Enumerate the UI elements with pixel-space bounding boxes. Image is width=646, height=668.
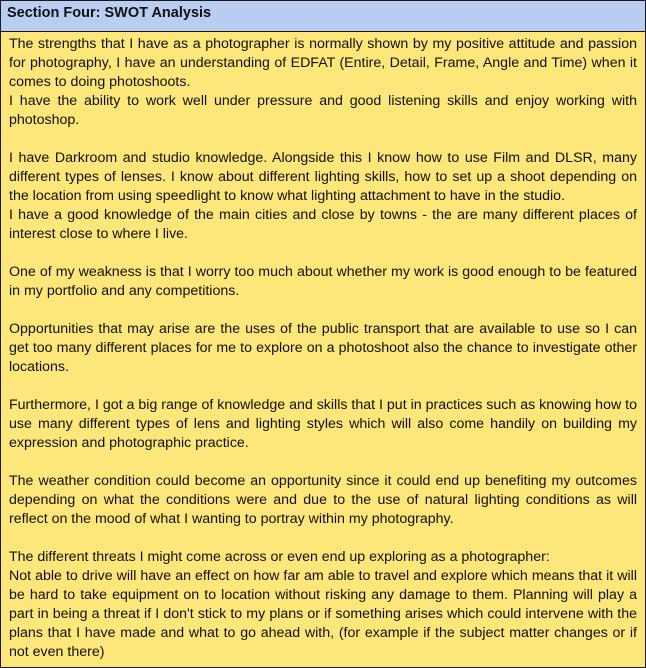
spacer xyxy=(9,529,637,548)
spacer xyxy=(9,301,637,320)
section-title: Section Four: SWOT Analysis xyxy=(1,1,645,32)
strengths-paragraph: The strengths that I have as a photographer is normally shown by my positive attitude and passion for photography, I have an understanding of EDFAT (Entire, Detail, Frame, Angle and Time) when it comes to doing photoshoots. xyxy=(9,36,637,90)
spacer xyxy=(9,377,637,396)
skills-range-paragraph: Furthermore, I got a big range of knowledge and skills that I put in practices such as knowing how to use many different types of lens and lighting styles which will also come handily on building my expression and photographic practice. xyxy=(9,397,637,451)
threats-intro-paragraph: The different threats I might come across or even end up exploring as a photographer: xyxy=(9,549,550,565)
threats-paragraph: Not able to drive will have an effect on how far am able to travel and explore which means that it will be hard to take equipment on to location without risking any damage to them. Planning will play a part in being a threat if I don't stick to my plans or if something arises which could intervene with the plans that I have made and what to go ahead with, (for example if the subject matter changes or if not even there) xyxy=(9,568,637,660)
spacer xyxy=(9,453,637,472)
swot-body xyxy=(1,32,645,662)
weather-paragraph: The weather condition could become an opportunity since it could end up benefiting my outcomes depending on what the conditions were and due to the use of natural lighting conditions as will reflect on the mood of what I wanting to portray within my photography. xyxy=(9,473,637,527)
weakness-paragraph: One of my weakness is that I worry too much about whether my work is good enough to be featured in my portfolio and any competitions. xyxy=(9,264,637,299)
strengths-skills-paragraph: I have the ability to work well under pressure and good listening skills and enjoy working with photoshop. xyxy=(9,93,637,128)
local-knowledge-paragraph: I have a good knowledge of the main cities and close by towns - the are many different places of interest close to where I live. xyxy=(9,207,637,242)
knowledge-paragraph: I have Darkroom and studio knowledge. Alongside this I know how to use Film and DLSR, many different types of lenses. I know about different lighting skills, how to set up a shoot depending on the location from using speedlight to know what lighting attachment to have in the studio. xyxy=(9,150,637,204)
spacer xyxy=(9,244,637,263)
spacer xyxy=(9,130,637,149)
opportunities-paragraph: Opportunities that may arise are the uses of the public transport that are available to use so I can get too many different places for me to explore on a photoshoot also the chance to investigate other locations. xyxy=(9,321,637,375)
